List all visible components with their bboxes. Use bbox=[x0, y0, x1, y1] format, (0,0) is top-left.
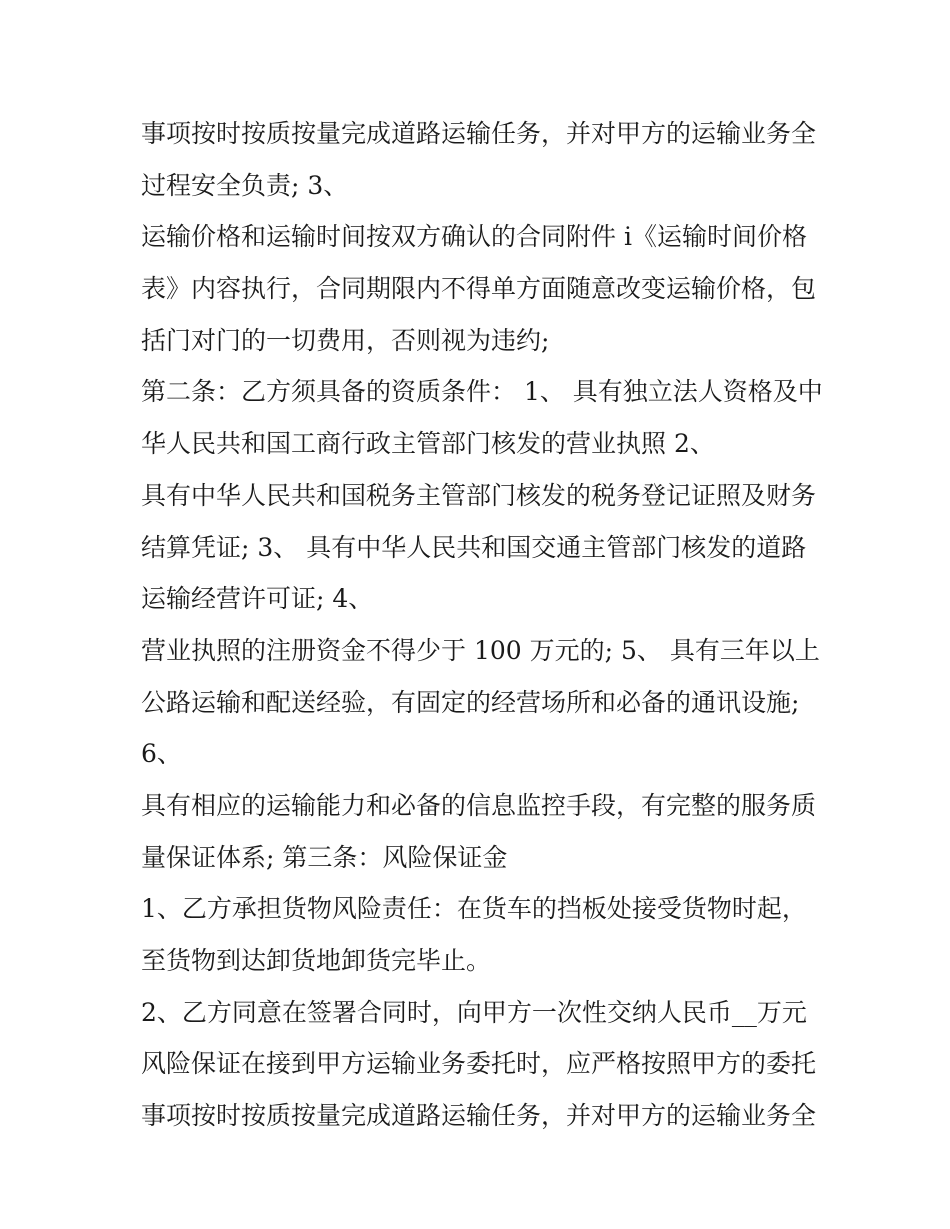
text-line: 运输价格和运输时间按双方确认的合同附件 i《运输时间价格 bbox=[141, 222, 807, 252]
text-line: 营业执照的注册资金不得少于 100 万元的; 5、 具有三年以上 bbox=[141, 635, 820, 665]
text-line: 事项按时按质按量完成道路运输任务，并对甲方的运输业务全 bbox=[141, 119, 817, 148]
text-line: 公路运输和配送经验，有固定的经营场所和必备的通讯设施; bbox=[141, 687, 800, 717]
text-line: 具有中华人民共和国税务主管部门核发的税务登记证照及财务 bbox=[141, 480, 817, 510]
text-line: 过程安全负责; 3、 bbox=[141, 170, 349, 200]
contract-text-block bbox=[141, 108, 831, 1142]
text-line: 结算凭证; 3、 具有中华人民共和国交通主管部门核发的道路 bbox=[141, 532, 807, 562]
text-line: 2、乙方同意在签署合同时，向甲方一次性交纳人民币__万元 bbox=[141, 997, 807, 1027]
text-line: 运输经营许可证; 4、 bbox=[141, 584, 374, 614]
text-line: 具有相应的运输能力和必备的信息监控手段，有完整的服务质 bbox=[141, 790, 817, 820]
text-line: 华人民共和国工商行政主管部门核发的营业执照 2、 bbox=[141, 429, 715, 459]
text-line: 1、乙方承担货物风险责任：在货车的挡板处接受货物时起， bbox=[141, 894, 807, 924]
text-line: 量保证体系; 第三条：风险保证金 bbox=[141, 842, 508, 872]
text-line: 括门对门的一切费用，否则视为违约; bbox=[141, 325, 550, 355]
text-line: 事项按时按质按量完成道路运输任务，并对甲方的运输业务全 bbox=[141, 1101, 817, 1131]
text-line: 第二条：乙方须具备的资质条件： 1、 具有独立法人资格及中 bbox=[141, 377, 823, 407]
text-line: 至货物到达卸货地卸货完毕止。 bbox=[141, 946, 492, 975]
text-line: 6、 bbox=[141, 739, 182, 769]
text-line: 表》内容执行，合同期限内不得单方面随意改变运输价格，包 bbox=[141, 274, 817, 304]
text-line: 风险保证在接到甲方运输业务委托时，应严格按照甲方的委托 bbox=[141, 1049, 817, 1079]
